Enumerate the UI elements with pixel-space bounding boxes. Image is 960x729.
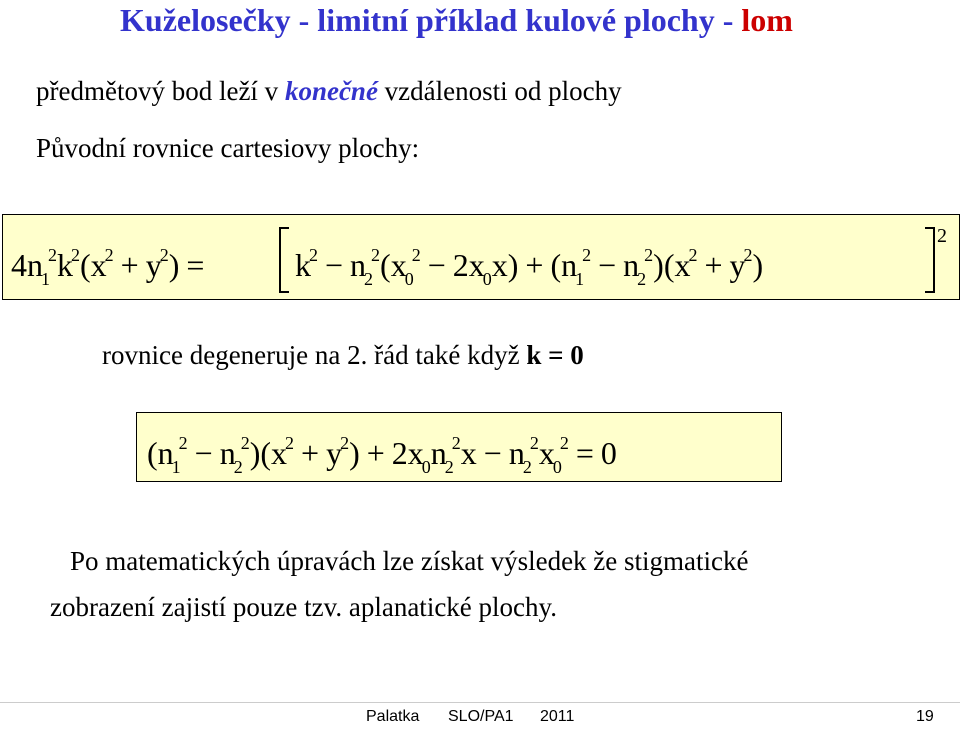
eq2-sub: 2 xyxy=(444,457,454,477)
title-accent: lom xyxy=(741,2,793,38)
eq1-op: = xyxy=(186,247,205,283)
eq2-t: 0 xyxy=(600,435,617,471)
footer-year: 2011 xyxy=(540,708,575,725)
eq1-t: k xyxy=(57,247,73,283)
eq1-op: − xyxy=(427,247,446,283)
degenerate-text: rovnice degeneruje na 2. řád také když xyxy=(102,340,527,370)
eq1-sup: 2 xyxy=(371,245,381,265)
eq1-sup: 2 xyxy=(48,245,57,265)
eq2-sub: 2 xyxy=(233,457,243,477)
footer-author: Palatka xyxy=(366,708,420,725)
eq1-sup: 2 xyxy=(582,245,592,265)
eq2-t: y xyxy=(326,435,343,471)
eq2-t: n xyxy=(430,435,447,471)
eq1-sup: 2 xyxy=(159,245,169,265)
eq2-t: x xyxy=(460,435,477,471)
eq1-sup: 2 xyxy=(688,245,698,265)
eq2-sup: 2 xyxy=(178,433,188,453)
eq1-sub: 2 xyxy=(637,269,647,289)
eq1-t: 2x xyxy=(452,247,485,283)
eq1-sup: 2 xyxy=(411,245,421,265)
eq1-sub: 0 xyxy=(404,269,414,289)
slide-title xyxy=(120,2,793,39)
equation-1 xyxy=(11,245,211,289)
eq1-t: y xyxy=(145,247,162,283)
eq2-op: + xyxy=(366,435,385,471)
eq1-t: n xyxy=(623,247,640,283)
footer-course: SLO/PA1 xyxy=(448,708,514,725)
eq2-t: 2x xyxy=(391,435,424,471)
eq2-op: − xyxy=(194,435,213,471)
eq2-sup: 2 xyxy=(529,433,539,453)
eq1-outer-sup: 2 xyxy=(937,225,947,247)
eq1-sup: 2 xyxy=(104,245,114,265)
eq1-op: − xyxy=(325,247,344,283)
conclusion-line-2: zobrazení zajistí pouze tzv. aplanatické plochy. xyxy=(50,592,558,622)
eq1-sup: 2 xyxy=(71,245,80,265)
eq2-t: (n xyxy=(147,435,174,471)
eq1-sub: 2 xyxy=(364,269,374,289)
eq2-sub: 1 xyxy=(171,457,181,477)
eq2-sup: 2 xyxy=(285,433,295,453)
degenerate-note xyxy=(102,340,584,371)
eq1-t: k xyxy=(295,247,311,283)
outer-exponent xyxy=(939,215,947,247)
eq1-t: (n xyxy=(550,247,578,283)
eq2-t: n xyxy=(219,435,236,471)
eq1-t: n xyxy=(350,247,367,283)
eq1-sub: 1 xyxy=(575,269,585,289)
eq1-op: + xyxy=(525,247,544,283)
eq2-sup: 2 xyxy=(451,433,461,453)
eq2-sup: 2 xyxy=(559,433,569,453)
eq2-sub: 2 xyxy=(522,457,532,477)
eq2-t: )(x xyxy=(249,435,288,471)
intro-line xyxy=(36,76,622,107)
eq1-sup: 2 xyxy=(309,245,318,265)
title-main: Kuželosečky - limitní příklad kulové plochy - xyxy=(120,2,742,38)
intro-after: vzdálenosti od plochy xyxy=(377,76,622,106)
eq2-t: x xyxy=(538,435,555,471)
eq1-t: ) xyxy=(752,247,764,283)
eq1-sub: 1 xyxy=(41,269,50,289)
eq2-op: − xyxy=(483,435,502,471)
original-equation-label: Původní rovnice cartesiovy plochy: xyxy=(36,133,420,163)
equation-1-rhs xyxy=(295,245,764,289)
eq2-op: = xyxy=(575,435,594,471)
intro-before: předmětový bod leží v xyxy=(36,76,285,106)
left-bracket xyxy=(279,227,289,293)
eq1-t: x) xyxy=(491,247,519,283)
eq1-sup: 2 xyxy=(743,245,753,265)
footer-page-number: 19 xyxy=(916,708,934,725)
equation-box-2 xyxy=(136,412,782,482)
intro-emphasis: konečné xyxy=(284,76,378,106)
equation-2 xyxy=(147,433,617,477)
eq2-t: n xyxy=(508,435,525,471)
eq2-sup: 2 xyxy=(240,433,250,453)
eq1-sup: 2 xyxy=(644,245,654,265)
eq1-t: )(x xyxy=(653,247,691,283)
eq1-sub: 0 xyxy=(482,269,492,289)
conclusion-line-1: Po matematických úpravách lze získat výsledek že stigmatické xyxy=(70,546,749,576)
eq2-op: + xyxy=(301,435,320,471)
eq1-t: (x xyxy=(380,247,407,283)
eq1-t: 4n xyxy=(11,247,43,283)
eq2-t: ) xyxy=(349,435,360,471)
footer-rule xyxy=(0,702,960,703)
eq2-sub: 0 xyxy=(552,457,562,477)
eq1-op: + xyxy=(704,247,723,283)
eq1-op: − xyxy=(598,247,617,283)
equation-box-1 xyxy=(2,214,960,300)
degenerate-condition: k = 0 xyxy=(526,340,584,370)
eq1-op: + xyxy=(120,247,139,283)
eq1-t: ) xyxy=(168,247,180,283)
right-bracket xyxy=(925,227,935,293)
eq1-t: (x xyxy=(80,247,107,283)
eq2-sup: 2 xyxy=(340,433,350,453)
eq1-t: y xyxy=(729,247,746,283)
eq2-sub: 0 xyxy=(421,457,431,477)
